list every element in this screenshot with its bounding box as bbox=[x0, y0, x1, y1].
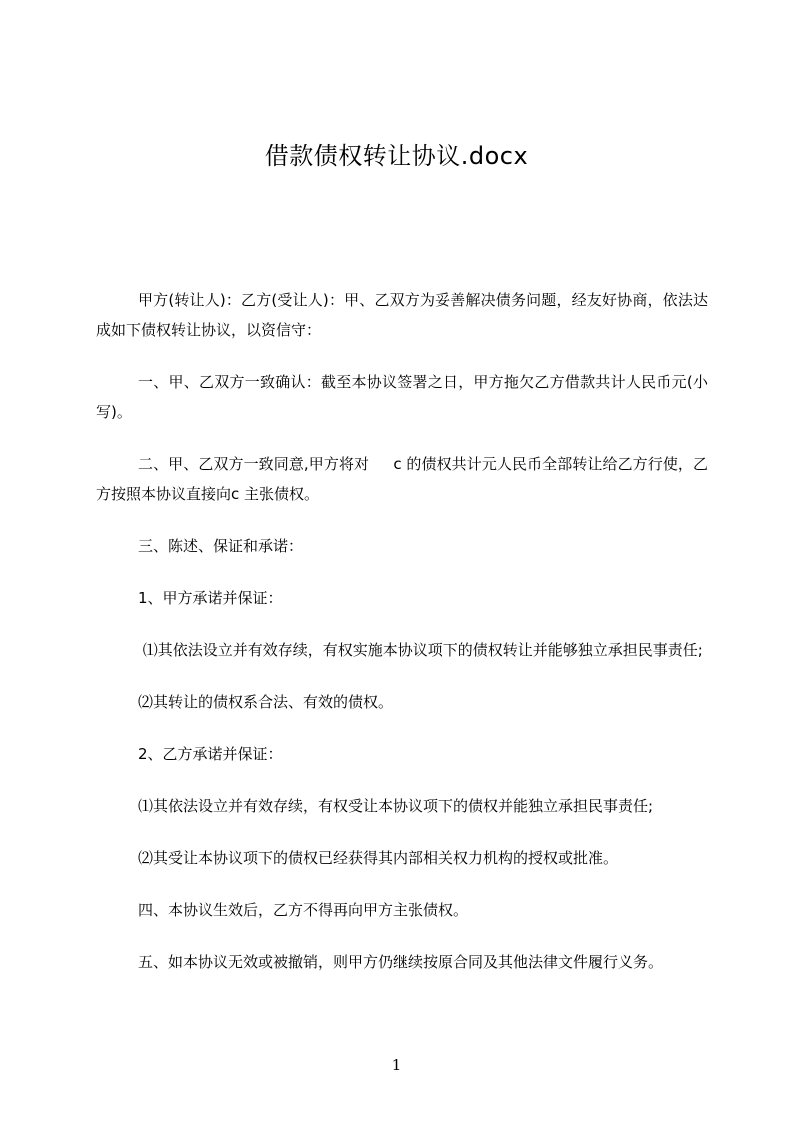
paragraph-article-4: 四、本协议生效后，乙方不得再向甲方主张债权。 bbox=[138, 901, 469, 919]
paragraph-article-1: 一、甲、乙双方一致确认：截至本协议签署之日，甲方拖欠乙方借款共计人民币元(小写)。 bbox=[96, 373, 708, 421]
page-number: 1 bbox=[391, 1056, 402, 1074]
paragraph-article-2: 二、甲、乙双方一致同意,甲方将对 c 的债权共计元人民币全部转让给乙方行使，乙方按照本协议直接向c 主张债权。 bbox=[96, 455, 708, 503]
document-title: 借款债权转让协议.docx bbox=[264, 142, 529, 170]
paragraph-party-b-item-2: ⑵其受让本协议项下的债权已经获得其内部相关权力机构的授权或批准。 bbox=[138, 849, 619, 867]
paragraph-party-a-heading: 1、甲方承诺并保证： bbox=[138, 589, 283, 607]
paragraph-article-3-heading: 三、陈述、保证和承诺： bbox=[138, 537, 304, 555]
paragraph-party-b-item-1: ⑴其依法设立并有效存续，有权受让本协议项下的债权并能独立承担民事责任; bbox=[138, 797, 654, 815]
paragraph-preamble: 甲方(转让人)：乙方(受让人)：甲、乙双方为妥善解决债务问题，经友好协商，依法达成如下债权转让协议，以资信守： bbox=[96, 291, 708, 339]
paragraph-party-a-item-1: ⑴其依法设立并有效存续，有权实施本协议项下的债权转让并能够独立承担民事责任; bbox=[138, 641, 703, 659]
document-body bbox=[96, 285, 708, 999]
paragraph-party-a-item-2: ⑵其转让的债权系合法、有效的债权。 bbox=[138, 693, 394, 711]
paragraph-party-b-heading: 2、乙方承诺并保证： bbox=[138, 745, 283, 763]
paragraph-article-5: 五、如本协议无效或被撤销，则甲方仍继续按原合同及其他法律文件履行义务。 bbox=[138, 953, 664, 971]
